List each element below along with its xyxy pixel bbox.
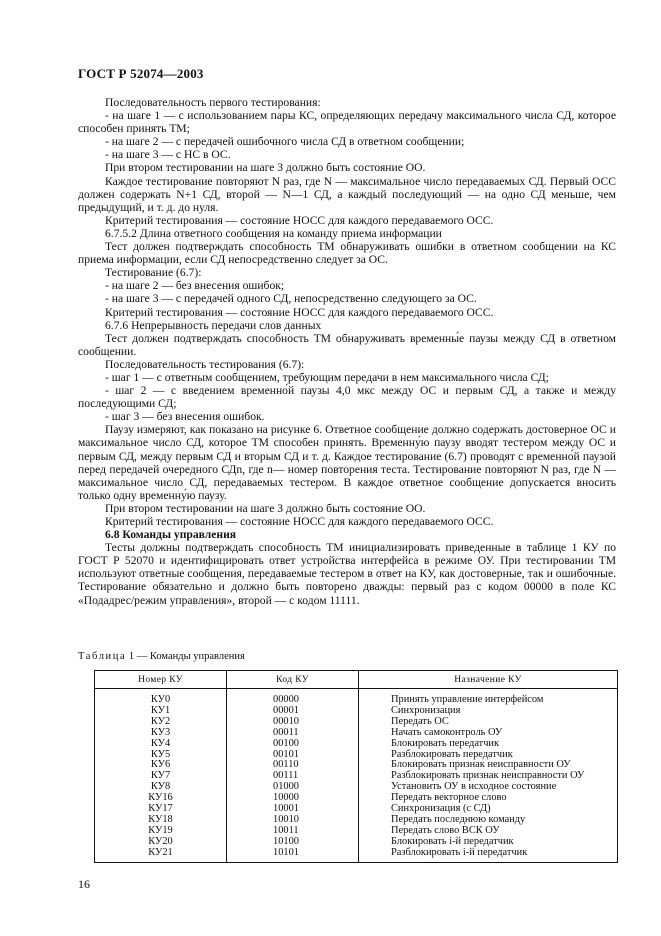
command-number-cell: КУ6 (95, 760, 227, 771)
table-caption (78, 651, 245, 662)
command-purpose-cell: Синхронизация (с СД) (359, 804, 618, 815)
command-purpose-cell: Принять управление интерфейсом (359, 689, 618, 706)
command-purpose-cell: Передать ОС (359, 717, 618, 728)
command-number-cell: КУ18 (95, 815, 227, 826)
control-commands-table (94, 670, 618, 863)
command-purpose-cell: Разблокировать i-й передатчик (359, 848, 618, 862)
table-row (95, 815, 618, 826)
table-row (95, 804, 618, 815)
paragraph: Критерий тестирования — состояние НОСС для каждого передаваемого ОСС. (105, 305, 494, 319)
table-row (95, 717, 618, 728)
command-code-cell: 00101 (227, 750, 359, 761)
command-code-cell: 01000 (227, 782, 359, 793)
paragraph: - на шаге 1 — с использованием пары КС, определяющих передачу максимального числа СД, которое способен принять ТМ; (78, 109, 616, 136)
paragraph: Каждое тестирование повторяют N раз, где N — максимальное число передаваемых СД. Первый ОСС должен содержать N+1 СД, второй — N—1 СД, а каждый последующий — на одно СД меньше, чем предыдущий, и т. д. до нуля. (78, 174, 616, 214)
command-purpose-cell: Блокировать i-й передатчик (359, 837, 618, 848)
command-code-cell: 10100 (227, 837, 359, 848)
command-purpose-cell: Блокировать передатчик (359, 739, 618, 750)
paragraph: Критерий тестирования — состояние НОСС для каждого передаваемого ОСС. (105, 515, 494, 528)
body-text (78, 96, 616, 607)
section-heading: 6.8 Команды управления (105, 528, 237, 542)
command-purpose-cell: Синхронизация (359, 706, 618, 717)
command-number-cell: КУ4 (95, 739, 227, 750)
table-body (95, 689, 618, 863)
command-code-cell: 00100 (227, 739, 359, 750)
paragraph: Тест должен подтверждать способность ТМ обнаруживать ошибки в ответном сообщении на КС приема информации, если СД непосредственно следует за ОС. (78, 240, 616, 267)
paragraph: - шаг 1 — с ответным сообщением, требующим передачи в нем максимального числа СД; (105, 370, 549, 384)
paragraph: - на шаге 3 — с передачей одного СД, непосредственно следующего за ОС. (105, 292, 477, 306)
command-code-cell: 00000 (227, 689, 359, 706)
command-number-cell: КУ5 (95, 750, 227, 761)
command-number-cell: КУ1 (95, 706, 227, 717)
command-number-cell: КУ20 (95, 837, 227, 848)
command-code-cell: 10011 (227, 826, 359, 837)
command-purpose-cell: Блокировать признак неисправности ОУ (359, 760, 618, 771)
command-code-cell: 10101 (227, 848, 359, 862)
table-row (95, 739, 618, 750)
command-purpose-cell: Установить ОУ в исходное состояние (359, 782, 618, 793)
command-number-cell: КУ16 (95, 793, 227, 804)
command-code-cell: 10001 (227, 804, 359, 815)
paragraph: Паузу измеряют, как показано на рисунке 6. Ответное сообщение должно содержать достоверное ОС и максимальное число СД, которое ТМ способен принять. Временну́ю паузу вводят тестером между ОС и первым СД, между первым СД и вторым СД и т. д. Каждое тестирование (6.7) проводят с временно́й паузой перед передачей очередного СДn, где n— номер повторения теста. Тестирование повторяют N раз, где N — максимальное число СД, передаваемых тестером. В каждое ответное сообщение допускается вносить только одну временну́ю паузу. (78, 423, 616, 502)
paragraph: Тест должен подтверждать способность ТМ обнаруживать временны́е паузы между СД в ответном сообщении. (78, 331, 616, 358)
table-header-row (95, 671, 618, 689)
table-row (95, 848, 618, 862)
command-purpose-cell: Передать последнюю команду (359, 815, 618, 826)
command-number-cell: КУ8 (95, 782, 227, 793)
table-row (95, 706, 618, 717)
paragraph: - шаг 3 — без внесения ошибок. (105, 410, 265, 424)
command-number-cell: КУ2 (95, 717, 227, 728)
table-row (95, 837, 618, 848)
paragraph: 6.7.6 Непрерывность передачи слов данных (105, 318, 322, 332)
paragraph: 6.7.5.2 Длина ответного сообщения на команду приема информации (105, 226, 442, 240)
paragraph: - на шаге 3 — с НС в ОС. (105, 148, 231, 162)
command-purpose-cell: Начать самоконтроль ОУ (359, 728, 618, 739)
paragraph: Последовательность тестирования (6.7): (105, 357, 305, 371)
table-row (95, 689, 618, 706)
command-number-cell: КУ21 (95, 848, 227, 862)
command-code-cell: 00001 (227, 706, 359, 717)
command-purpose-cell: Передать слово ВСК ОУ (359, 826, 618, 837)
table-caption-title: 1 — Команды управления (126, 651, 245, 662)
table-row (95, 728, 618, 739)
header-command-code: Код КУ (227, 671, 359, 689)
paragraph: При втором тестировании на шаге 3 должно быть состояние ОО. (105, 501, 426, 515)
command-number-cell: КУ3 (95, 728, 227, 739)
command-number-cell: КУ7 (95, 771, 227, 782)
paragraph: - шаг 2 — с введением временно́й паузы 4,0 мкс между ОС и первым СД, а также и между последующими СД; (78, 384, 616, 411)
table-caption-label: Таблица (78, 651, 127, 662)
document-header: ГОСТ Р 52074—2003 (78, 66, 204, 81)
command-number-cell: КУ19 (95, 826, 227, 837)
paragraph: Последовательность первого тестирования: (105, 96, 321, 109)
command-code-cell: 00010 (227, 717, 359, 728)
paragraph: Тесты должны подтверждать способность ТМ инициализировать приведенные в таблице 1 КУ по ГОСТ Р 52070 и идентифицировать ответ устройства интерфейса в режиме ОУ. При тестировании ТМ используют ответные сообщения, передаваемые тестером в ответ на КУ, как достоверные, так и ошибочные. Тестирование обязательно и должно быть повторено дважды: первый раз с кодом 00000 в поле КС «Подадрес/режим управления», второй — с кодом 11111. (78, 541, 616, 607)
page-number: 16 (78, 877, 90, 891)
table-row (95, 826, 618, 837)
paragraph: При втором тестировании на шаге 3 должно быть состояние ОО. (105, 161, 426, 175)
command-code-cell: 10010 (227, 815, 359, 826)
paragraph: - на шаге 2 — с передачей ошибочного числа СД в ответном сообщении; (105, 135, 465, 149)
paragraph: Тестирование (6.7): (105, 266, 202, 280)
table-row (95, 793, 618, 804)
paragraph: - на шаге 2 — без внесения ошибок; (105, 279, 285, 293)
header-command-number: Номер КУ (95, 671, 227, 689)
command-code-cell: 00110 (227, 760, 359, 771)
command-number-cell: КУ0 (95, 689, 227, 706)
command-code-cell: 10000 (227, 793, 359, 804)
command-code-cell: 00011 (227, 728, 359, 739)
command-purpose-cell: Разблокировать признак неисправности ОУ (359, 771, 618, 782)
table-row (95, 782, 618, 793)
command-purpose-cell: Передать векторное слово (359, 793, 618, 804)
command-code-cell: 00111 (227, 771, 359, 782)
command-purpose-cell: Разблокировать передатчик (359, 750, 618, 761)
header-command-purpose: Назначение КУ (359, 671, 618, 689)
command-number-cell: КУ17 (95, 804, 227, 815)
paragraph: Критерий тестирования — состояние НОСС для каждого передаваемого ОСС. (105, 213, 494, 227)
